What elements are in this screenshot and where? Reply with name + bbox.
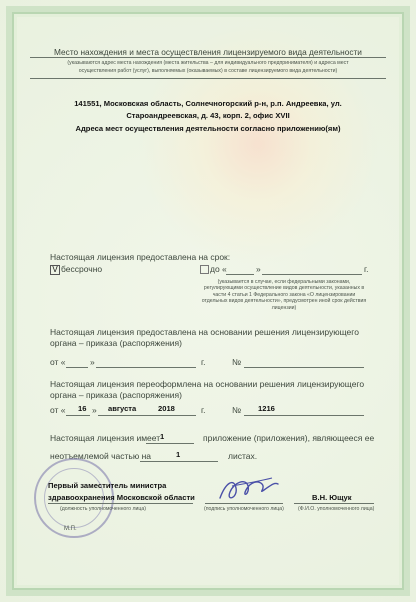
term-label: Настоящая лицензия предоставлена на срок: xyxy=(50,252,231,262)
reissue-number-label: № xyxy=(232,405,242,415)
address-line-2: Староандреевская, д. 43, корп. 2, офис XVII xyxy=(126,111,290,120)
reissue-date-prefix: от « xyxy=(50,405,66,415)
basis-month-line xyxy=(96,367,196,368)
signer-position-line-2: здравоохранения Московской области xyxy=(48,493,195,502)
header-underline-2 xyxy=(30,78,386,79)
term-unlimited-label: бессрочно xyxy=(61,264,103,274)
basis-number-line xyxy=(244,367,364,368)
header-title: Место нахождения и места осуществления лицензируемого вида деятельности xyxy=(54,47,362,57)
attachments-text-2-pre: неотъемлемой частью на xyxy=(50,451,151,461)
basis-date-prefix: от « xyxy=(50,357,66,367)
basis-day-line xyxy=(66,367,88,368)
name-underline xyxy=(294,503,374,504)
address-line-1: 141551, Московская область, Солнечногорский р-н, р.п. Андреевка, ул. xyxy=(74,99,342,108)
reissue-day: 16 xyxy=(78,404,87,413)
attachments-sheets-line xyxy=(140,461,218,462)
position-caption: (должность уполномоченного лица) xyxy=(60,506,146,512)
reissue-date-quote: » xyxy=(92,405,97,415)
basis-year-suffix: г. xyxy=(201,357,206,367)
basis-number-label: № xyxy=(232,357,242,367)
attachments-count-line xyxy=(146,443,194,444)
reissue-day-line xyxy=(66,415,90,416)
name-caption: (Ф.И.О. уполномоченного лица) xyxy=(298,506,375,512)
reissue-year: 2018 xyxy=(158,404,175,413)
term-year-suffix: г. xyxy=(364,264,369,274)
reissue-month: августа xyxy=(108,404,137,413)
attachments-text-2-post: листах. xyxy=(228,451,258,461)
stamp-label: М.П. xyxy=(64,526,77,532)
attachments-sheets: 1 xyxy=(176,450,181,459)
signature-caption: (подпись уполномоченного лица) xyxy=(204,506,284,512)
until-checkbox[interactable] xyxy=(200,265,209,274)
signer-position-line-1: Первый заместитель министра xyxy=(48,481,167,490)
reissue-text-1: Настоящая лицензия переоформлена на основании решения лицензирующего xyxy=(50,379,365,389)
basis-text-2: органа – приказа (распоряжения) xyxy=(50,338,182,348)
reissue-text-2: органа – приказа (распоряжения) xyxy=(50,390,182,400)
basis-date-quote: » xyxy=(90,357,95,367)
header-subtitle-2: осуществления работ (услуг), выполняемых (оказываемых) в составе лицензируемого вида деятельности) xyxy=(78,68,338,74)
reissue-number: 1216 xyxy=(258,404,275,413)
term-until-label: до « xyxy=(210,264,227,274)
signer-name: В.Н. Ющук xyxy=(312,493,352,502)
term-day-line xyxy=(226,274,254,275)
attachments-count: 1 xyxy=(160,432,165,441)
attachments-text-1-pre: Настоящая лицензия имеет xyxy=(50,433,161,443)
term-month-line xyxy=(262,274,362,275)
signature-underline xyxy=(205,503,283,504)
reissue-month-line xyxy=(98,415,196,416)
reissue-number-line xyxy=(244,415,364,416)
address-line-3: Адреса мест осуществления деятельности согласно приложению(ям) xyxy=(75,124,341,133)
position-underline xyxy=(48,503,193,504)
header-subtitle-1: (указываются адрес места нахождения (места жительства – для индивидуального предпринимателя) и адреса мест xyxy=(67,60,349,66)
reissue-year-suffix: г. xyxy=(201,405,206,415)
basis-text-1: Настоящая лицензия предоставлена на основании решения лицензирующего xyxy=(50,327,359,337)
term-note: (указывается в случае, если федеральными законами, регулирующими осуществление видов деятельности, указанных в части 4 статьи 1 Федерального закона «О лицензировании отдельных видов деятельности», предусмотрен иной срок действия лицензии) xyxy=(201,279,367,311)
unlimited-checkbox[interactable]: V xyxy=(50,265,60,275)
header-underline xyxy=(30,57,386,58)
term-quote-close: » xyxy=(256,264,261,274)
attachments-text-1-post: приложение (приложения), являющееся ее xyxy=(203,433,375,443)
